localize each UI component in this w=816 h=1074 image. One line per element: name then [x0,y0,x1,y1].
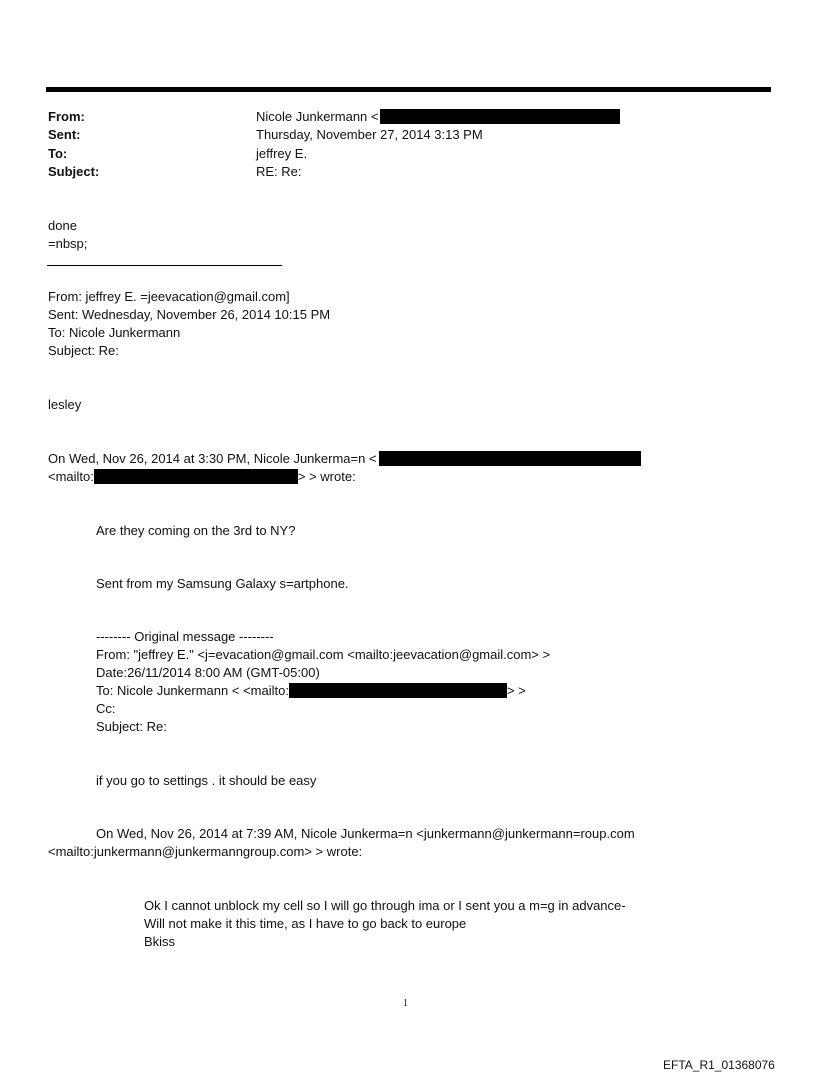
redaction-bar [380,109,620,124]
from-value-text: Nicole Junkermann < [256,109,379,124]
subject-value: RE: Re: [256,164,302,179]
body-settings: if you go to settings . it should be easy [96,773,317,788]
orig-subject: Subject: Re: [96,719,167,734]
body-sent-from: Sent from my Samsung Galaxy s=artphone. [96,576,349,591]
on-wed-line-1b [48,468,356,485]
on-wed-line-2b: <mailto:junkermann@junkermanngroup.com> > wrote: [48,844,363,859]
from-value [256,108,620,125]
to-label: To: [48,146,68,161]
original-message-divider: -------- Original message -------- [96,629,274,644]
orig-cc: Cc: [96,701,116,716]
on-wed-line-1-text: On Wed, Nov 26, 2014 at 3:30 PM, Nicole Junkerma=n < [48,451,377,466]
body-are-they: Are they coming on the 3rd to NY? [96,523,296,538]
orig-to [96,682,526,699]
document-id: EFTA_R1_01368076 [663,1058,775,1072]
quoted-subject: Subject: Re: [48,343,119,358]
orig-to-prefix: To: Nicole Junkermann < <mailto: [96,683,289,698]
mailto-prefix: <mailto: [48,469,94,484]
orig-to-suffix: > > [506,683,526,698]
body-ok-3: Bkiss [144,934,176,949]
quoted-to: To: Nicole Junkermann [48,325,181,340]
orig-date: Date:26/11/2014 8:00 AM (GMT-05:00) [96,665,320,680]
on-wed-line-1 [48,450,641,467]
body-line-nbsp: =nbsp; [48,236,88,251]
body-lesley: lesley [48,397,82,412]
quoted-from: From: jeffrey E. =jeevacation@gmail.com] [48,289,290,304]
body-ok-1: Ok I cannot unblock my cell so I will go through ima or I sent you a m=g in advance- [144,898,626,913]
to-value: jeffrey E. [256,146,308,161]
separator-line [47,265,282,266]
quoted-sent: Sent: Wednesday, November 26, 2014 10:15 PM [48,307,331,322]
on-wed-line-2: On Wed, Nov 26, 2014 at 7:39 AM, Nicole Junkerma=n <junkermann@junkermann=roup.com [96,826,635,841]
redaction-bar [379,451,641,466]
sent-label: Sent: [48,127,81,142]
redaction-bar [289,683,507,698]
wrote-suffix: > > wrote: [297,469,356,484]
redaction-bar [94,469,298,484]
subject-label: Subject: [48,164,100,179]
from-label: From: [48,109,85,124]
header-rule [46,87,771,92]
body-line-done: done [48,218,77,233]
body-ok-2: Will not make it this time, as I have to go back to europe [144,916,467,931]
page-number: 1 [403,998,408,1009]
sent-value: Thursday, November 27, 2014 3:13 PM [256,127,483,142]
orig-from: From: "jeffrey E." <j=evacation@gmail.com <mailto:jeevacation@gmail.com> > [96,647,551,662]
